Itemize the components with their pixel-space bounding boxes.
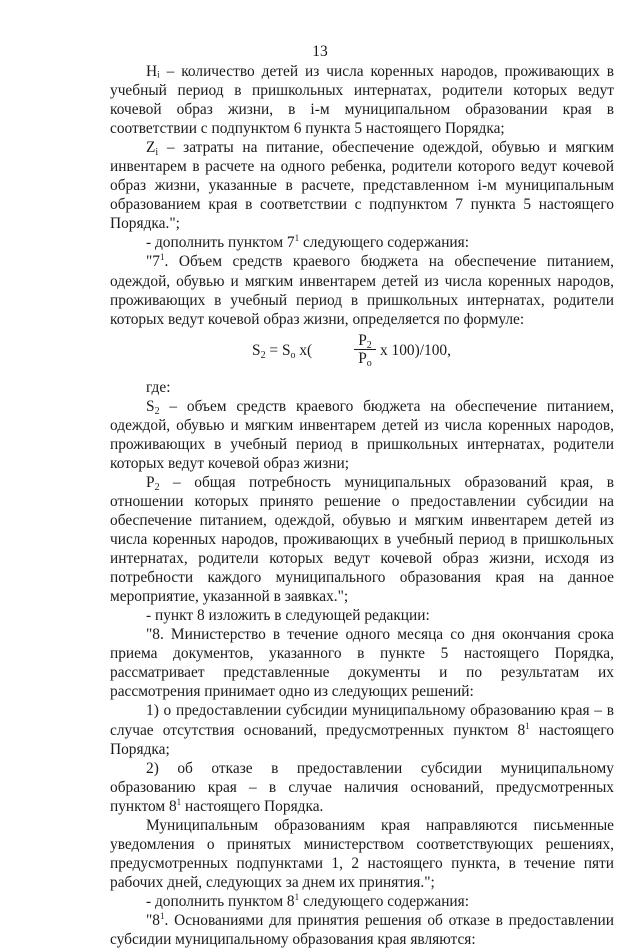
- formula-symbol: Р: [358, 349, 367, 367]
- formula-symbol: S: [252, 341, 261, 359]
- paragraph-decision-2: [110, 759, 614, 816]
- var-s: S: [146, 397, 155, 415]
- text-fragment: 2) об отказе в предоставлении субсидии муниципальному образованию края – в случае наличия оснований, предусмотренных пунктом 8: [110, 759, 614, 815]
- text-fragment: - дополнить пунктом 7: [146, 234, 295, 252]
- formula-fraction: [353, 332, 377, 368]
- superscript: 1: [176, 796, 182, 807]
- formula-lhs: [252, 341, 312, 360]
- text-fragment: . Объем средств краевого бюджета на обеспечение питанием, одеждой, обувью и мягким инвентарем детей из числа коренных народов, проживающих в учебный период в пришкольных интернатах, родители которых ведут кочевой образ жизни, определяется по формуле:: [110, 253, 614, 328]
- paragraph-decision-1: [110, 701, 614, 758]
- formula-symbol: Р: [358, 331, 367, 349]
- document-body: [110, 62, 614, 949]
- s2-definition-text: – объем средств краевого бюджета на обеспечение питанием, одеждой, обувью и мягким инвентарем детей из числа коренных народов, проживающих в учебный период в пришкольных интернатах, родители которых ведут кочевой образ жизни;: [110, 397, 614, 472]
- paragraph-add-8-1: [110, 892, 614, 911]
- text-fragment: следующего содержания:: [299, 892, 470, 910]
- p2-definition-text: – общая потребность муниципальных образований края, в отношении которых принято решение о предоставлении субсидии на обеспечение питанием, одеждой, обувью и мягким инвентарем детей из числа коренных народов, проживающих в учебный период в пришкольных интернатах, родители которых ведут кочевой образ жизни, исходя из потребности каждого муниципального образования края на данное мероприятие, указанной в заявках.";: [110, 473, 614, 606]
- text-fragment: . Основаниями для принятия решения об отказе в предоставлении субсидии муниципальному образования края являются:: [110, 911, 614, 949]
- var-p: Р: [146, 473, 155, 491]
- paragraph-add-7-1: [110, 233, 614, 252]
- paragraph-p2-definition: [110, 473, 614, 606]
- fraction-numerator: [353, 332, 377, 349]
- paragraph-z-definition: [110, 138, 614, 233]
- var-p-subscript: 2: [154, 481, 160, 493]
- var-s-subscript: 2: [154, 405, 160, 417]
- text-fragment: - дополнить пунктом 8: [146, 892, 295, 910]
- superscript: 1: [159, 910, 165, 921]
- formula-symbol: = S: [265, 341, 291, 359]
- text-fragment: следующего содержания:: [299, 234, 470, 252]
- fraction-denominator: [353, 350, 377, 368]
- paragraph-h-definition: Нᵢ – количество детей из числа коренных народов, проживающих в учебный период в пришкольных интернатах, родители которых ведут кочевой образ жизни, в i-м муниципальном образовании края в соответствии с подпунктом 6 пункта 5 настоящего Порядка;: [110, 63, 614, 138]
- formula-subscript: o: [290, 349, 296, 361]
- formula-subscript: 2: [366, 339, 372, 351]
- superscript: 1: [159, 252, 165, 263]
- superscript: 1: [525, 720, 530, 731]
- paragraph-point-8-edit: - пункт 8 изложить в следующей редакции:: [146, 607, 430, 625]
- formula-rhs: x 100)/100,: [380, 341, 451, 359]
- var-z-subscript: i: [155, 147, 159, 159]
- paragraph-where: где:: [146, 378, 171, 396]
- var-z: Z: [146, 139, 156, 157]
- text-fragment: "7: [146, 253, 160, 271]
- superscript: 1: [294, 233, 300, 244]
- paragraph-point-8-text: "8. Министерство в течение одного месяца со дня окончания срока приема документов, указанного в пункте 5 настоящего Порядка, рассматривает представленные документы и по результатам их рассмотрения принимает одно из следующих решений:: [110, 626, 614, 701]
- paragraph-8-1-text: [110, 911, 614, 949]
- page-number: 13: [312, 43, 328, 60]
- text-fragment: "8: [146, 911, 160, 929]
- text-fragment: настоящего Порядка;: [110, 721, 614, 758]
- paragraph-7-1-text: [110, 252, 614, 328]
- text-fragment: настоящего Порядка.: [181, 797, 324, 815]
- paragraph-notification: Муниципальным образованиям края направляются письменные уведомления о принятых министерством соответствующих решениях, предусмотренных подпунктами 1, 2 настоящего пункта, в течение пяти рабочих дней, следующих за днем их принятия.";: [110, 816, 614, 891]
- formula-symbol: x(: [295, 341, 313, 359]
- text-fragment: 1) о предоставлении субсидии муниципальному образованию края – в случае отсутствия оснований, предусмотренных пунктом 8: [110, 702, 614, 739]
- formula-subscript: o: [366, 357, 372, 369]
- z-definition-text: – затраты на питание, обеспечение одеждой, обувью и мягким инвентарем в расчете на одного ребенка, родители которого ведут кочевой образ жизни, указанные в расчете, представленном i-м муниципальным образованием края в соответствии с подпунктом 7 пункта 5 настоящего Порядка.";: [110, 139, 614, 233]
- paragraph-s2-definition: [110, 397, 614, 473]
- formula: [110, 329, 614, 378]
- superscript: 1: [294, 891, 300, 902]
- formula-subscript: 2: [260, 349, 266, 361]
